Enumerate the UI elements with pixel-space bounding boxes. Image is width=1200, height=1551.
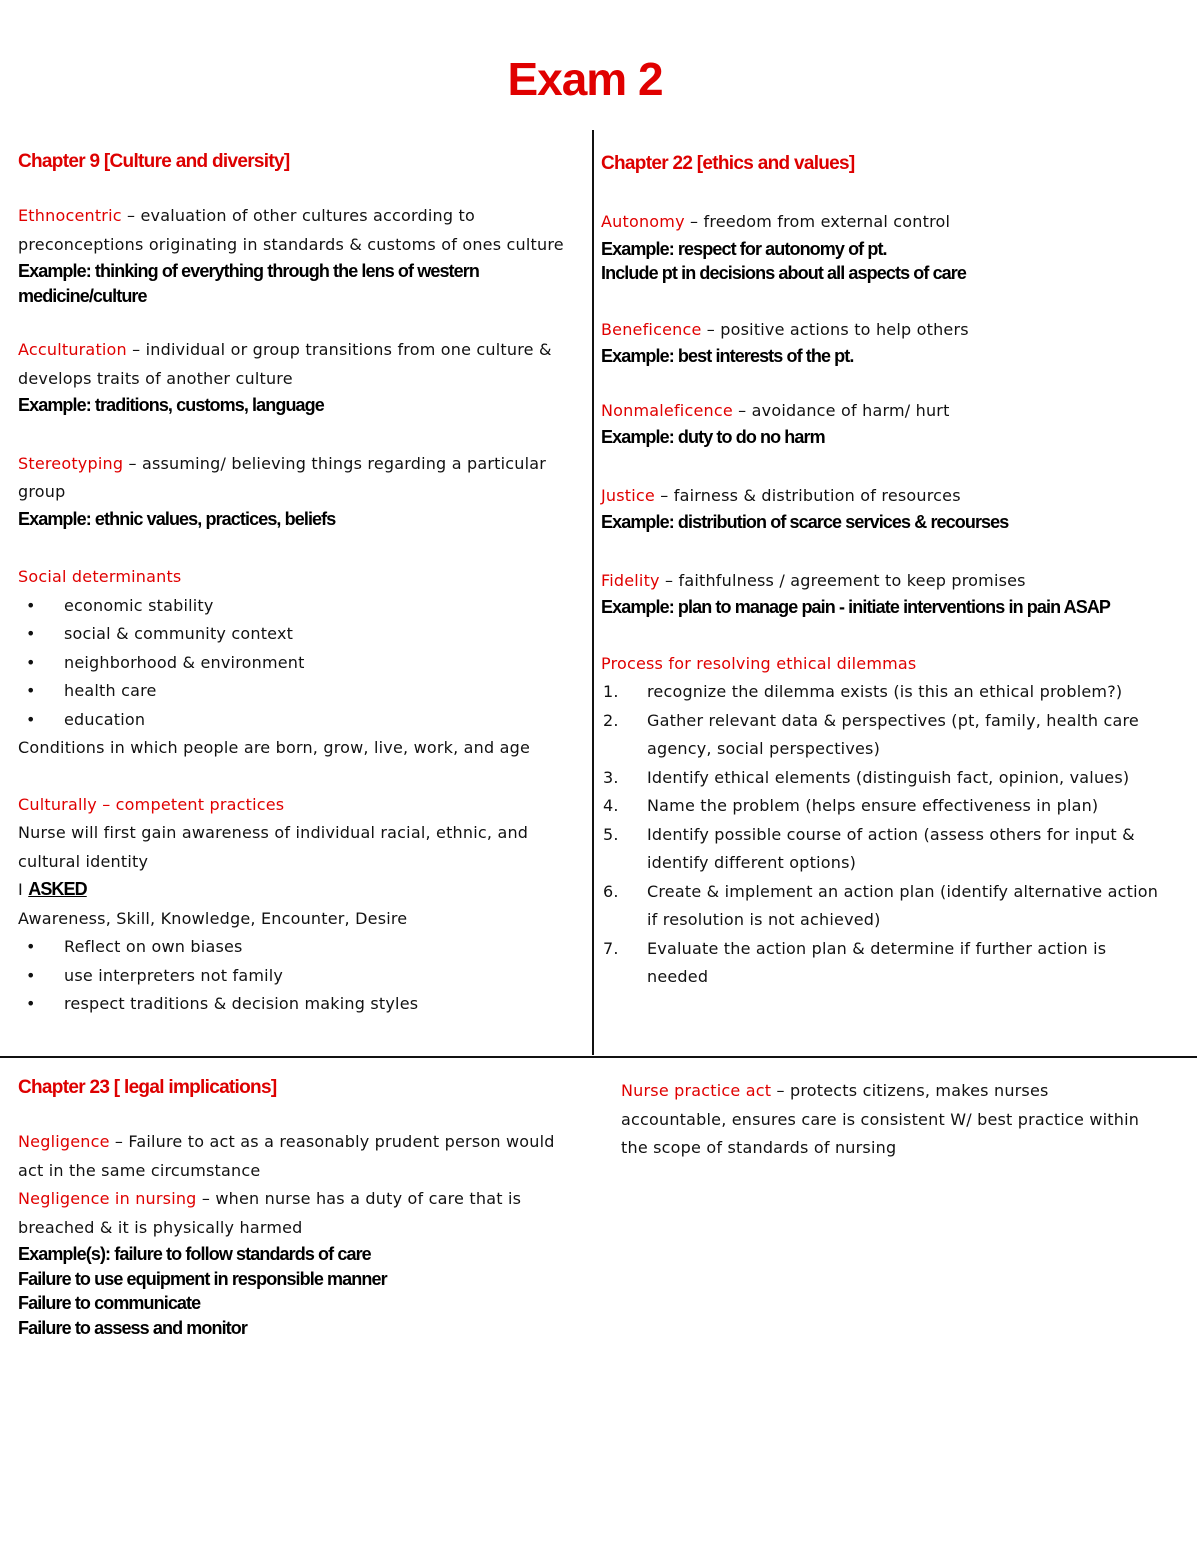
- term-label: Acculturation: [18, 340, 127, 359]
- list-item: • Reflect on own biases: [18, 933, 588, 962]
- chapter-22-heading: Chapter 22 [ethics and values]: [601, 153, 855, 174]
- term-definition: – freedom from external control: [684, 212, 951, 231]
- asked-expansion: Awareness, Skill, Knowledge, Encounter, Desire: [18, 908, 408, 928]
- negligence-example: Failure to assess and monitor: [18, 1317, 247, 1338]
- list-item: • use interpreters not family: [18, 962, 588, 991]
- asked-word: ASKED: [28, 879, 87, 899]
- nurse-practice-act-section: [621, 1077, 1141, 1163]
- term-example: Example: respect for autonomy of pt.: [601, 238, 887, 259]
- term-label: Justice: [601, 485, 655, 505]
- list-item: [601, 707, 1171, 764]
- social-determinants-note: Conditions in which people are born, grow, live, work, and age: [18, 738, 531, 757]
- step-number: 3.: [603, 767, 619, 787]
- list-item: • education: [18, 706, 588, 735]
- list-item: [601, 935, 1171, 992]
- term-label: Fidelity: [601, 570, 660, 590]
- chapter-23-heading: Chapter 23 [ legal implications]: [18, 1077, 277, 1098]
- term-label: Beneficence: [601, 319, 702, 339]
- step-text: recognize the dilemma exists (is this an ethical problem?): [647, 682, 1123, 701]
- process-heading: Process for resolving ethical dilemmas: [601, 653, 917, 673]
- asked-mnemonic: [18, 876, 588, 905]
- culturally-competent-text: Nurse will first gain awareness of individual racial, ethnic, and cultural identity: [18, 823, 529, 871]
- term-example: Example: thinking of everything through the lens of western medicine/culture: [18, 261, 479, 306]
- term-nonmaleficence: [601, 397, 1171, 450]
- chapter-9-section: [18, 150, 588, 1019]
- culturally-competent-list: [18, 933, 588, 1019]
- term-example-2: Include pt in decisions about all aspects of care: [601, 263, 967, 283]
- step-text: Identify ethical elements (distinguish fact, opinion, values): [647, 767, 1130, 787]
- term-definition: – protects citizens, makes nurses accountable, ensures care is consistent W/ best practice within the scope of standards of nursing: [621, 1081, 1140, 1157]
- list-item: [601, 678, 1171, 707]
- term-example: Example: traditions, customs, language: [18, 395, 324, 415]
- list-item: [601, 821, 1171, 878]
- term-example: Example: ethnic values, practices, beliefs: [18, 508, 336, 529]
- list-item: [601, 878, 1171, 935]
- term-definition: – when nurse has a duty of care that is breached & it is physically harmed: [18, 1189, 522, 1237]
- term-autonomy: [601, 208, 1171, 286]
- term-example: Example: distribution of scarce services & recourses: [601, 512, 1009, 532]
- list-item: • social & community context: [18, 620, 588, 649]
- negligence-example: Failure to use equipment in responsible manner: [18, 1268, 387, 1289]
- step-number: 7.: [603, 938, 619, 958]
- step-text: Identify possible course of action (assess others for input & identify different options): [647, 824, 1135, 872]
- list-item: • respect traditions & decision making styles: [18, 990, 588, 1019]
- term-definition: – positive actions to help others: [701, 319, 969, 339]
- step-number: 4.: [603, 796, 619, 815]
- step-text: Evaluate the action plan & determine if further action is needed: [647, 938, 1107, 986]
- chapter-22-section: [601, 152, 1171, 992]
- term-label: Negligence in nursing: [18, 1189, 197, 1208]
- term-label: Nurse practice act: [621, 1081, 772, 1100]
- step-number: 2.: [603, 710, 619, 730]
- step-number: 1.: [603, 682, 619, 701]
- term-label: Autonomy: [601, 212, 685, 231]
- term-nurse-practice-act: [621, 1077, 1141, 1163]
- term-label: Negligence: [18, 1132, 110, 1151]
- term-example: Example: best interests of the pt.: [601, 346, 854, 366]
- chapter-9-heading: Chapter 9 [Culture and diversity]: [18, 151, 290, 172]
- process-steps-list: [601, 678, 1171, 992]
- term-negligence-nursing: [18, 1185, 578, 1242]
- column-divider: [592, 130, 594, 1055]
- list-item: • health care: [18, 677, 588, 706]
- term-label: Nonmaleficence: [601, 400, 733, 420]
- term-example: Example: duty to do no harm: [601, 427, 825, 447]
- step-text: Gather relevant data & perspectives (pt, family, health care agency, social perspectives): [647, 710, 1139, 758]
- term-definition: – individual or group transitions from one culture & develops traits of another culture: [18, 340, 552, 388]
- page-title: Exam 2: [507, 53, 663, 105]
- term-ethnocentric: [18, 202, 588, 308]
- list-item: • economic stability: [18, 592, 588, 621]
- negligence-example: Failure to communicate: [18, 1293, 201, 1313]
- term-definition: – avoidance of harm/ hurt: [732, 400, 950, 420]
- term-acculturation: [18, 336, 588, 418]
- term-beneficence: [601, 316, 1171, 369]
- term-definition: – Failure to act as a reasonably prudent person would act in the same circumstance: [18, 1132, 555, 1180]
- section-divider: [0, 1056, 1197, 1058]
- term-example: Example: plan to manage pain - initiate interventions in pain ASAP: [601, 597, 1111, 617]
- step-number: 6.: [603, 881, 619, 901]
- term-label: Ethnocentric: [18, 206, 122, 225]
- term-definition: – evaluation of other cultures according to preconceptions originating in standards & customs of ones culture: [18, 206, 564, 254]
- term-definition: – assuming/ believing things regarding a particular group: [18, 453, 547, 501]
- step-text: Name the problem (helps ensure effectiveness in plan): [647, 796, 1099, 815]
- list-item: [601, 764, 1171, 793]
- term-definition: – fairness & distribution of resources: [654, 485, 961, 505]
- term-justice: [601, 482, 1171, 535]
- social-determinants-list: [18, 592, 588, 735]
- step-text: Create & implement an action plan (identify alternative action if resolution is not achieved): [647, 881, 1159, 929]
- term-stereotyping: [18, 450, 588, 532]
- negligence-example: Example(s): failure to follow standards of care: [18, 1244, 371, 1264]
- term-fidelity: [601, 567, 1171, 620]
- social-determinants-heading: Social determinants: [18, 567, 182, 586]
- list-item: • neighborhood & environment: [18, 649, 588, 678]
- term-definition: – faithfulness / agreement to keep promises: [659, 570, 1026, 590]
- list-item: [601, 792, 1171, 821]
- asked-prefix: I: [18, 880, 29, 899]
- step-number: 5.: [603, 824, 619, 844]
- chapter-23-section: [18, 1076, 578, 1340]
- culturally-competent-heading: Culturally – competent practices: [18, 794, 285, 814]
- term-label: Stereotyping: [18, 453, 124, 473]
- term-negligence: [18, 1128, 578, 1185]
